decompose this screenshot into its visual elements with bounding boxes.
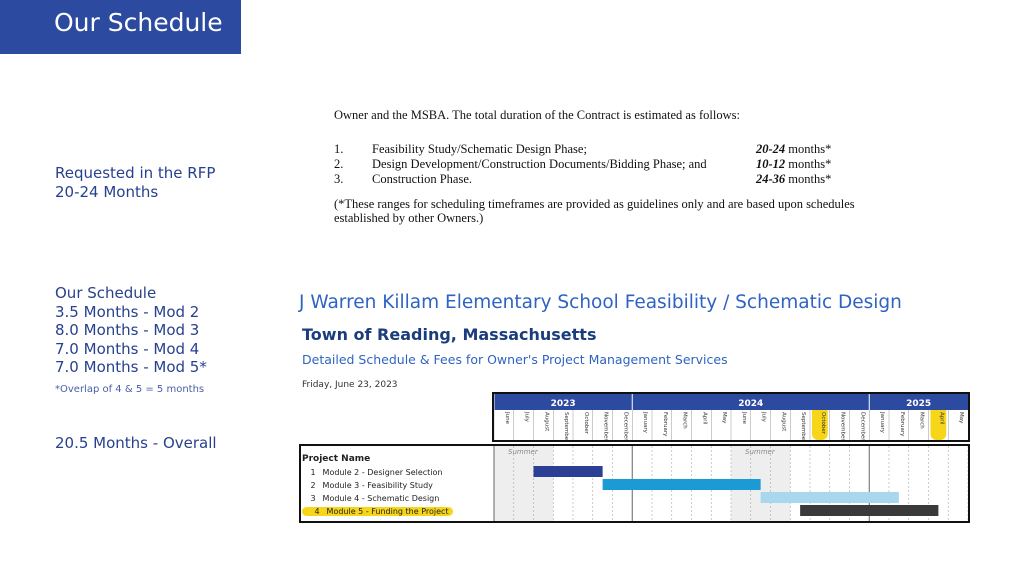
rfp-duration-unit: months* [785,142,832,156]
year-label: 2025 [906,399,932,409]
overall-duration: 20.5 Months - Overall [55,434,217,452]
rfp-item [334,172,874,187]
month-label: November [839,412,846,440]
month-label: December [622,412,629,440]
project-title: J Warren Killam Elementary School Feasibility / Schematic Design [299,292,902,313]
summer-label: Summer [508,448,538,456]
month-label: July [760,412,767,422]
rfp-duration-unit: months* [785,157,832,171]
town-name: Town of Reading, Massachusetts [302,325,597,344]
schedule-date: Friday, June 23, 2023 [302,380,398,390]
rfp-intro: Owner and the MSBA. The total duration of the Contract is estimated as follows: [334,108,740,122]
overlap-footnote: *Overlap of 4 & 5 = 5 months [55,383,205,395]
summer-label: Summer [745,448,775,456]
summer-band [494,446,553,521]
month-label: May [958,412,965,424]
task-name: Module 5 - Funding the Project [326,507,449,516]
schedule-line: Our Schedule [55,284,157,302]
schedule-summary [55,284,207,397]
month-label: March [681,412,688,429]
page-title: Our Schedule [54,8,223,37]
schedule-line: 7.0 Months - Mod 4 [55,339,200,358]
month-label: May [721,412,728,424]
gantt-bar [761,492,899,503]
task-name: Module 3 - Feasibility Study [322,481,433,490]
rfp-note-line: established by other Owners.) [334,211,484,225]
task-row [302,505,453,518]
rfp-item-duration [756,157,831,171]
rfp-item [334,157,874,172]
month-label: March [918,412,925,429]
rfp-summary [55,164,215,201]
month-label: August [780,412,787,432]
task-row [302,479,453,492]
project-name-header: Project Name [302,454,371,464]
month-label: October [819,412,826,435]
rfp-duration-range: 10-12 [756,157,786,171]
task-number: 4 [314,507,320,516]
rfp-duration-range: 20-24 [756,142,786,156]
rfp-item-duration [756,172,831,186]
rfp-excerpt [334,108,874,225]
rfp-note-line: (*These ranges for scheduling timeframes are provided as guidelines only and are based upon schedules [334,197,855,211]
month-label: April [701,412,708,425]
gantt-bar [534,466,603,477]
schedule-line: 8.0 Months - Mod 3 [55,321,200,339]
rfp-line: Requested in the RFP [55,164,216,182]
month-label: February [661,412,668,437]
task-number: 2 [310,481,316,490]
rfp-item-duration [756,142,831,156]
year-label: 2024 [738,399,764,409]
month-label: September [563,412,570,440]
task-row [302,466,453,479]
task-list [302,454,453,518]
title-banner [0,0,241,54]
schedule-subtitle: Detailed Schedule & Fees for Owner's Project Management Services [302,352,728,367]
gantt-bar [800,505,938,516]
rfp-item-desc: Feasibility Study/Schematic Design Phase; [372,142,587,156]
task-row [302,492,453,505]
gantt-bar [603,479,761,490]
month-label: October [582,412,589,435]
rfp-duration-unit: months* [785,172,832,186]
task-number: 1 [310,468,316,477]
rfp-item-num: 3. [334,172,344,186]
task-name: Module 2 - Designer Selection [322,468,443,477]
schedule-line: 3.5 Months - Mod 2 [55,302,200,321]
rfp-item-num: 1. [334,142,344,156]
month-label: September [800,412,807,440]
month-label: November [602,412,609,440]
task-name: Module 4 - Schematic Design [322,494,440,503]
rfp-item [334,142,874,157]
month-label: April [938,412,945,425]
year-label: 2023 [550,399,576,409]
rfp-item-num: 2. [334,157,344,171]
month-label: February [898,412,905,437]
month-label: January [642,412,649,433]
gantt-timeline-header [492,392,970,442]
month-label: August [543,412,550,432]
month-label: June [503,412,510,424]
month-label: January [879,412,886,433]
month-label: June [740,412,747,424]
schedule-line: 7.0 Months - Mod 5* [55,358,207,376]
month-label: December [859,412,866,440]
timeline-header-svg [494,394,968,440]
rfp-duration-range: 24-36 [756,172,786,186]
highlighted-task [302,507,453,516]
rfp-item-desc: Design Development/Construction Documents/Bidding Phase; and [372,157,707,171]
rfp-line: 20-24 Months [55,182,159,201]
task-number: 3 [310,494,316,503]
month-label: July [523,412,530,422]
rfp-item-desc: Construction Phase. [372,172,472,186]
